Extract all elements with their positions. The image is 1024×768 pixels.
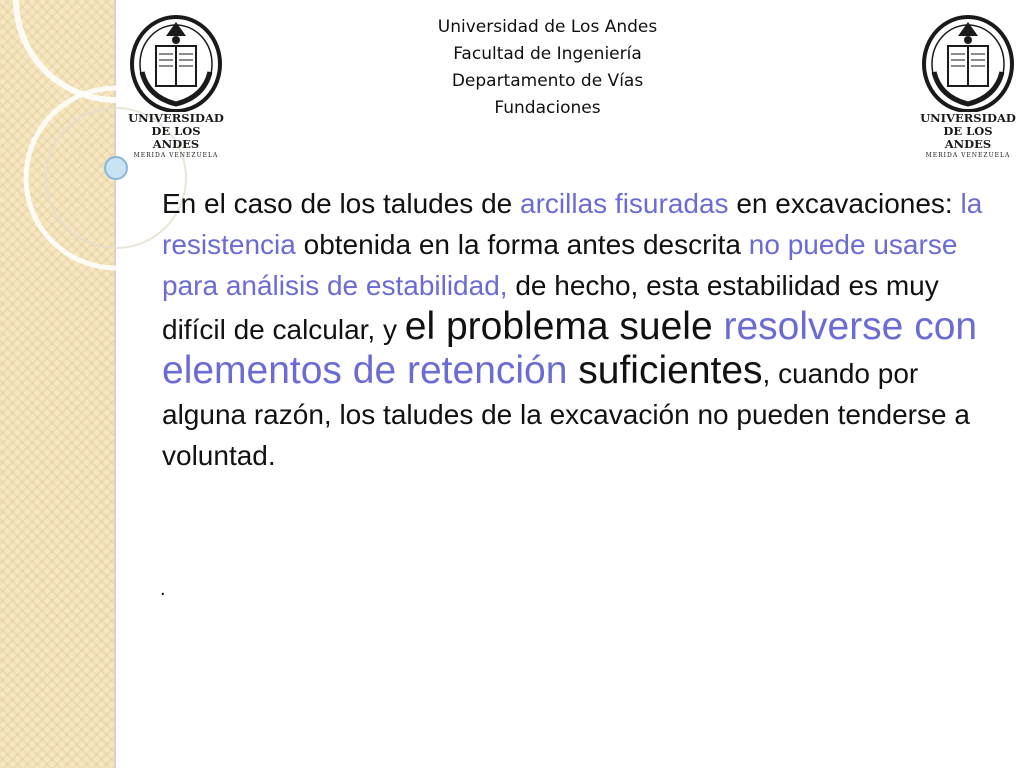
body-text-run: obtenida en la forma antes descrita [295,229,749,260]
logo-name-line1: UNIVERSIDAD [128,111,224,125]
trailing-dot: . [160,578,166,600]
body-text-run: de hecho, esta estabilidad es muy difícil de calcular, y [162,270,939,345]
body-text-run: el problema suele [404,305,724,348]
slide-body-text [162,183,992,476]
body-text-run: en excavaciones: [728,188,961,219]
body-text-run: En el caso de los taludes de [162,188,521,219]
strip-divider [114,0,116,768]
slide-header [360,14,735,122]
course-name: Fundaciones [494,98,601,118]
university-seal-icon [128,12,224,112]
body-text-run: suficientes [567,349,763,392]
body-text-run: la resistencia [162,188,983,260]
department-name: Departamento de Vías [451,71,644,91]
body-text-run: arcillas fisuradas [520,188,729,219]
university-logo-right [920,12,1016,159]
faculty-name: Facultad de Ingeniería [453,44,642,64]
logo-place: MERIDA VENEZUELA [133,152,219,159]
body-text-run: , cuando por alguna razón, los taludes de la excavación no pueden tenderse a voluntad. [162,358,970,471]
logo-name-line2: DE LOS ANDES [943,124,993,151]
side-decor-strip [0,0,114,768]
logo-name-line1: UNIVERSIDAD [920,111,1016,125]
body-text-run: no puede usarse para análisis de estabilidad, [162,229,958,301]
university-name: Universidad de Los Andes [437,17,658,37]
body-text-run: resolverse con elementos de retención [162,305,978,392]
logo-name-line2: DE LOS ANDES [151,124,201,151]
logo-place: MERIDA VENEZUELA [925,152,1011,159]
university-logo-left [128,12,224,159]
university-seal-icon [920,12,1016,112]
